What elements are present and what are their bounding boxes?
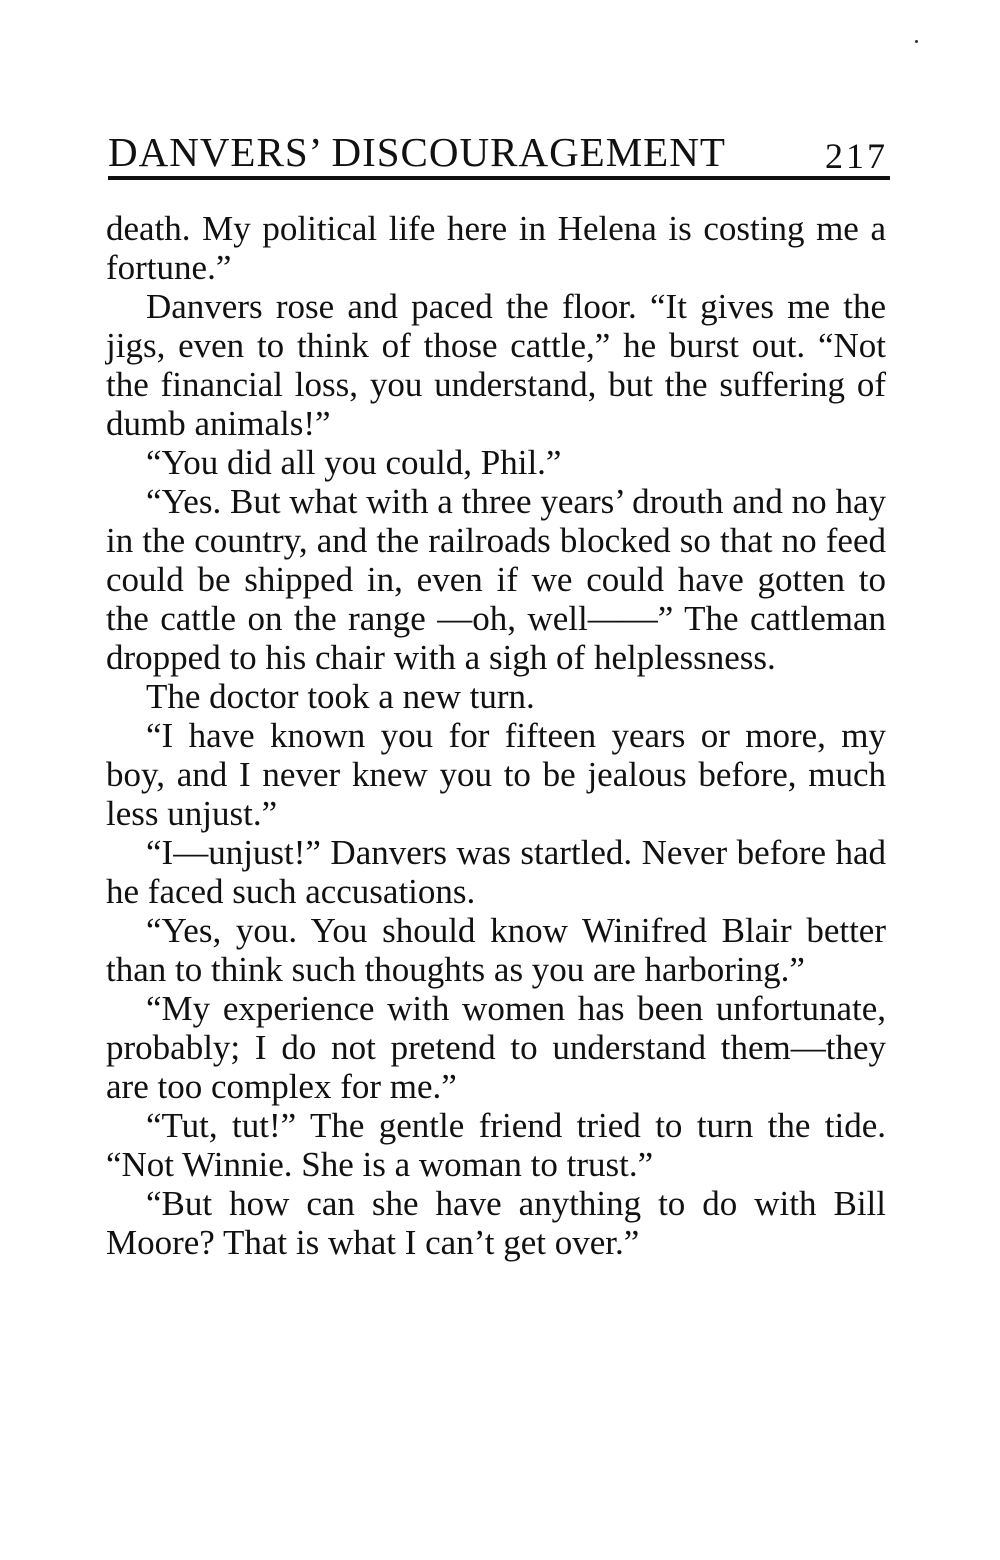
paragraph: “You did all you could, Phil.” [146, 443, 562, 482]
paragraph: death. My political life here in Helena is costing me a fortune.” [106, 209, 886, 287]
paragraph: “I—unjust!” Danvers was startled. Never before had he faced such accusations. [106, 833, 886, 911]
page-header [108, 128, 888, 180]
paragraph: “Tut, tut!” The gentle friend tried to turn the tide. “Not Winnie. She is a woman to trust.” [106, 1106, 886, 1184]
header-rule [108, 176, 890, 180]
paragraph: “I have known you for fifteen years or more, my boy, and I never knew you to be jealous before, much less unjust.” [106, 716, 886, 833]
paragraph: Danvers rose and paced the floor. “It gives me the jigs, even to think of those cattle,” he burst out. “Not the financial loss, you understand, but the suffering of dumb animals!” [106, 287, 886, 443]
paragraph: “Yes. But what with a three years’ drouth and no hay in the country, and the railroads blocked so that no feed could be shipped in, even if we could have gotten to the cattle on the range —oh, well——” The cattleman dropped to his chair with a sigh of helplessness. [106, 482, 886, 677]
paragraph: “Yes, you. You should know Winifred Blair better than to think such thoughts as you are harboring.” [106, 911, 886, 989]
ink-speck [915, 40, 918, 43]
page-number: 217 [825, 136, 888, 176]
body-text [106, 209, 886, 1262]
running-head: DANVERS’ DISCOURAGEMENT [108, 129, 726, 175]
paragraph: The doctor took a new turn. [146, 677, 535, 716]
paragraph: “But how can she have anything to do with Bill Moore? That is what I can’t get over.” [106, 1184, 886, 1262]
paragraph: “My experience with women has been unfortunate, probably; I do not pretend to understand them—they are too complex for me.” [106, 989, 886, 1106]
